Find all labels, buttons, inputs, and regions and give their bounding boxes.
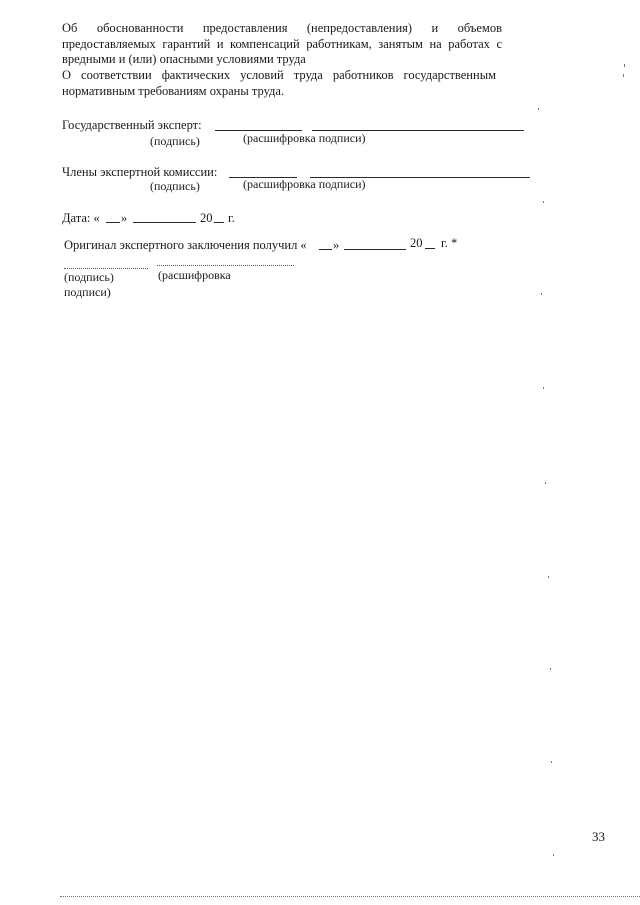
- scan-speck: [548, 576, 549, 578]
- recipient-signature-caption: (подпись): [64, 270, 114, 284]
- date-prefix: Дата: «: [62, 211, 100, 225]
- scan-speck: [624, 64, 625, 67]
- original-quote-close: »: [333, 238, 340, 252]
- original-received-text: Оригинал экспертного заключения получил «: [64, 238, 307, 252]
- date-year-field[interactable]: [214, 222, 224, 223]
- commission-signature-caption: (подпись): [150, 179, 200, 193]
- scan-speck: [541, 293, 542, 295]
- paragraph-compliance: [62, 68, 496, 99]
- paragraph-guarantees: [62, 21, 502, 68]
- scan-speck: [551, 761, 552, 763]
- state-expert-decryption-caption: (расшифровка подписи): [243, 131, 366, 145]
- state-expert-label: Государственный эксперт:: [62, 118, 202, 132]
- paragraph-compliance-line-1: О соответствии фактических условий труда работников государственным: [62, 68, 496, 82]
- scan-speck: [550, 668, 551, 670]
- paragraph-compliance-line-2: нормативным требованиям охраны труда.: [62, 83, 285, 98]
- commission-decryption-caption: (расшифровка подписи): [243, 177, 366, 191]
- recipient-decryption-caption-1: (расшифровка: [158, 268, 231, 282]
- scan-speck: [553, 854, 554, 856]
- original-year-prefix: 20: [410, 236, 423, 250]
- recipient-decryption-caption-2: подписи): [64, 285, 111, 299]
- scan-speck: [543, 387, 544, 389]
- date-year-suffix: г.: [228, 211, 235, 225]
- date-month-field[interactable]: [133, 222, 196, 223]
- original-month-field[interactable]: [344, 249, 406, 250]
- paragraph-guarantees-line-3: вредными и (или) опасными условиями труда: [62, 52, 306, 66]
- paragraph-guarantees-line-1: Об обоснованности предоставления (непредоставления) и объемов: [62, 21, 502, 35]
- scan-speck: [623, 74, 624, 77]
- paragraph-guarantees-line-2: предоставляемых гарантий и компенсаций работникам, занятым на работах с: [62, 36, 502, 51]
- state-expert-signature-caption: (подпись): [150, 134, 200, 148]
- original-year-suffix: г. *: [441, 236, 458, 250]
- bottom-scan-edge: [60, 896, 640, 897]
- scan-speck: [543, 201, 544, 203]
- original-day-field[interactable]: [319, 249, 332, 250]
- date-day-field[interactable]: [106, 222, 120, 223]
- recipient-signature-line[interactable]: [64, 268, 148, 269]
- page-number: 33: [592, 829, 605, 844]
- date-year-prefix: 20: [200, 211, 213, 225]
- commission-members-label: Члены экспертной комиссии:: [62, 165, 218, 179]
- scan-speck: [538, 108, 539, 110]
- recipient-decryption-line[interactable]: [157, 265, 294, 266]
- scan-speck: [545, 482, 546, 484]
- original-year-field[interactable]: [425, 248, 435, 249]
- date-quote-close: »: [121, 211, 128, 225]
